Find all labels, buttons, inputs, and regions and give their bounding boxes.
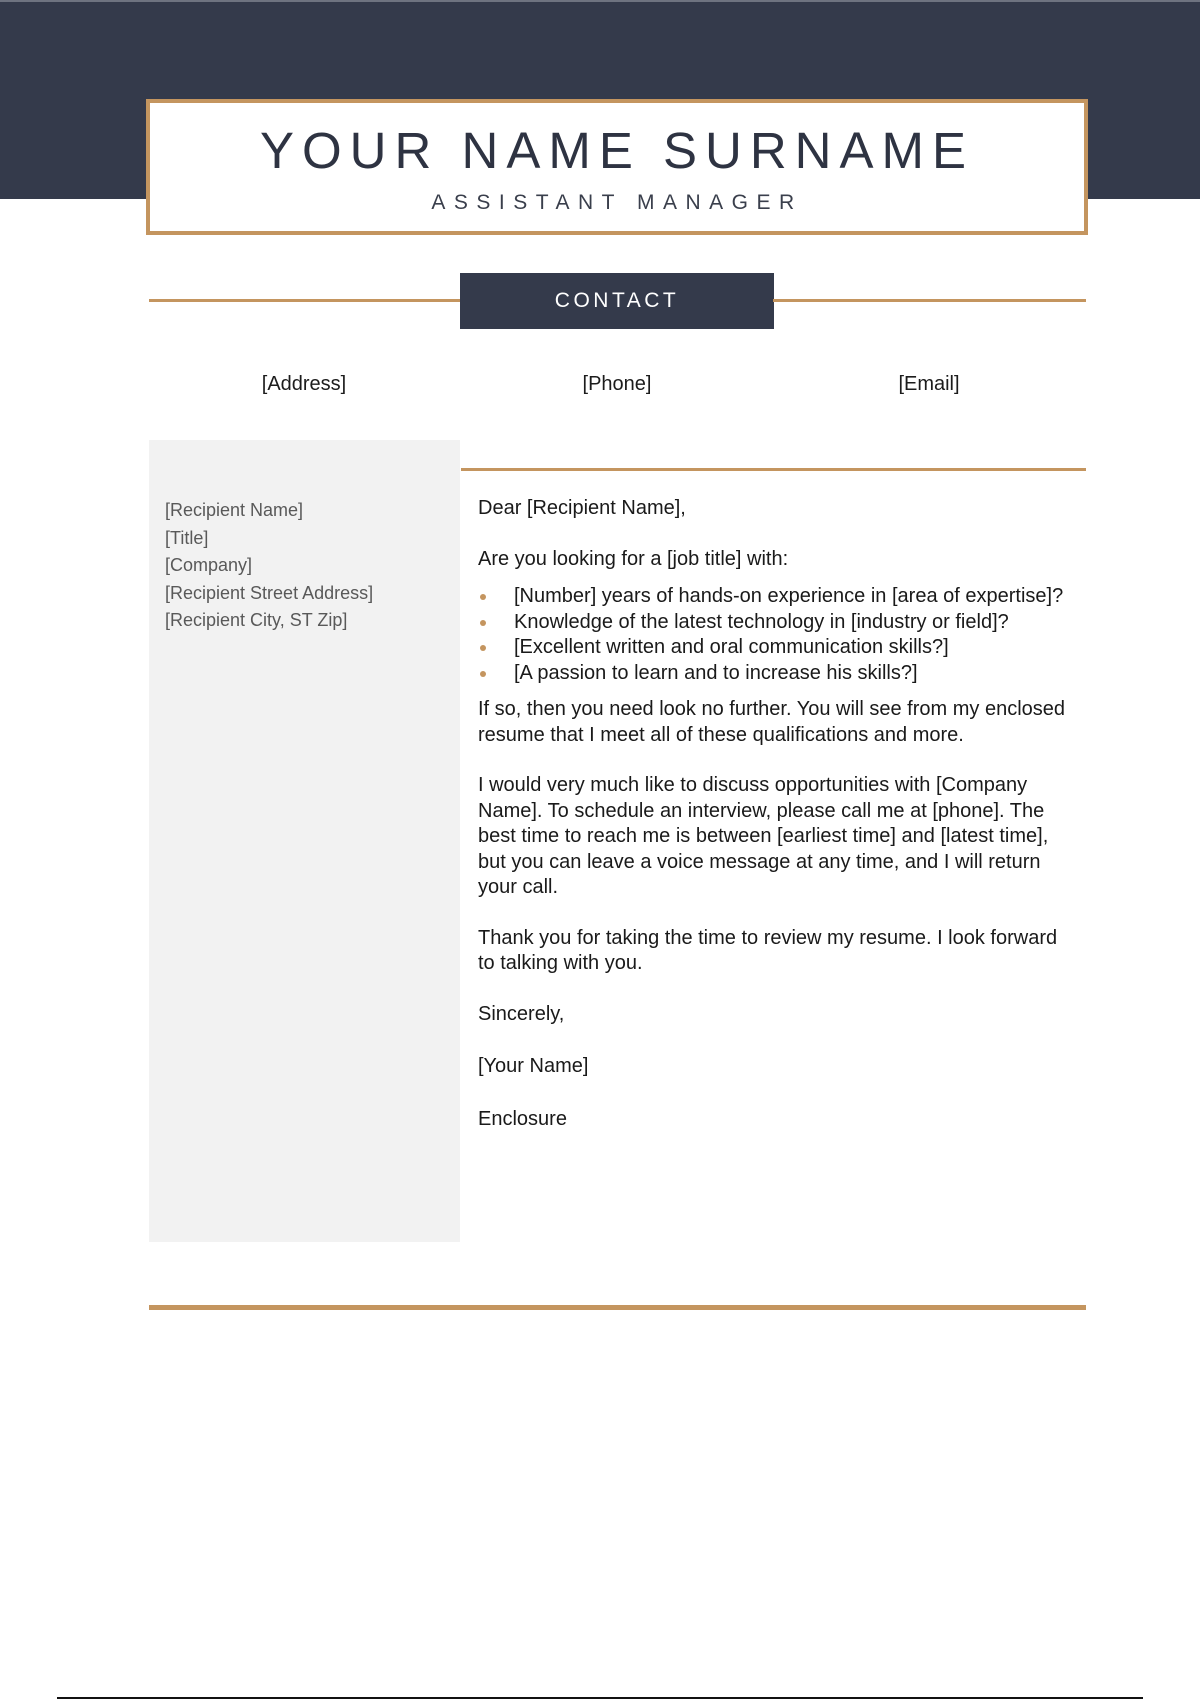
qualification-list: [478, 584, 1078, 686]
applicant-name: YOUR NAME SURNAME: [259, 122, 975, 179]
contact-heading: CONTACT: [460, 273, 774, 329]
contact-divider-left: [149, 299, 461, 302]
list-item: [Excellent written and oral communication skills?]: [478, 635, 1078, 661]
bullet-icon: [480, 594, 486, 600]
letter-greeting: Dear [Recipient Name],: [478, 497, 686, 519]
recipient-sidebar: [149, 440, 460, 1242]
list-item: [A passion to learn and to increase his skills?]: [478, 661, 1078, 687]
letter-closing: Sincerely,: [478, 1002, 565, 1025]
letter-paragraph: If so, then you need look no further. You will see from my enclosed resume that I meet all of these qualifications and more.: [478, 698, 1066, 746]
bottom-divider: [149, 1305, 1086, 1310]
bullet-icon: [480, 620, 486, 626]
letter-paragraph: Thank you for taking the time to review my resume. I look forward to talking with you.: [478, 926, 1058, 974]
recipient-name: [Recipient Name]: [165, 500, 304, 520]
contact-divider-right: [773, 299, 1086, 302]
letter-paragraph: I would very much like to discuss opportunities with [Company Name]. To schedule an interview, please call me at [phone]. The best time to reach me is between [earliest time] and [latest time], but you can leave a voice message at any time, and I will return your call.: [478, 774, 1049, 898]
page-edge: [57, 1697, 1143, 1699]
letter-signature: [Your Name]: [478, 1055, 589, 1077]
name-box: [146, 99, 1088, 235]
contact-phone: [Phone]: [582, 373, 652, 395]
recipient-block: [165, 497, 373, 635]
bullet-icon: [480, 671, 486, 677]
letter-body: [478, 496, 1078, 1132]
letter-intro: Are you looking for a [job title] with:: [478, 547, 789, 570]
letter-divider: [461, 468, 1086, 471]
recipient-company: [Company]: [165, 555, 253, 575]
recipient-city: [Recipient City, ST Zip]: [165, 610, 348, 630]
recipient-street: [Recipient Street Address]: [165, 582, 374, 603]
bullet-icon: [480, 645, 486, 651]
recipient-title: [Title]: [165, 527, 209, 548]
applicant-job-title: ASSISTANT MANAGER: [431, 191, 803, 214]
list-item: [Number] years of hands-on experience in [area of expertise]?: [478, 584, 1078, 610]
contact-email: [Email]: [898, 373, 960, 395]
letter-enclosure: Enclosure: [478, 1107, 567, 1130]
list-item: Knowledge of the latest technology in [industry or field]?: [478, 610, 1078, 636]
contact-address: [Address]: [261, 373, 347, 395]
